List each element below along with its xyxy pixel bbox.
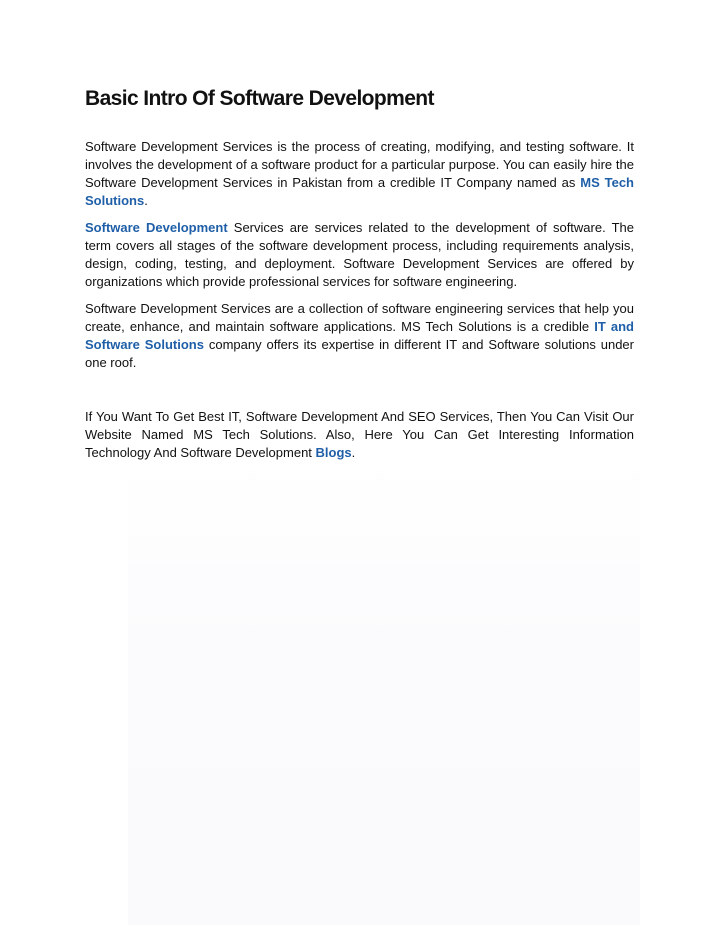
paragraph-intro xyxy=(85,138,634,210)
blogs-link[interactable]: Blogs xyxy=(315,445,352,460)
page-background-shade xyxy=(128,455,640,925)
paragraph-cta-text: If You Want To Get Best IT, Software Development And SEO Services, Then You Can Visit Our Website Named MS Tech Solutions. Also, Here You Can Get Interesting Information Technology And Software Development xyxy=(85,409,634,460)
paragraph-intro-text: Software Development Services is the process of creating, modifying, and testing software. It involves the development of a software product for a particular purpose. You can easily hire the Software Development Services in Pakistan from a credible IT Company named as xyxy=(85,139,634,190)
paragraph-services xyxy=(85,300,634,372)
software-development-link[interactable]: Software Development xyxy=(85,220,228,235)
document-body xyxy=(85,84,634,471)
paragraph-cta-end: . xyxy=(351,445,356,460)
paragraph-definition xyxy=(85,219,634,291)
paragraph-intro-end: . xyxy=(144,193,148,208)
paragraph-services-text-before: Software Development Services are a collection of software engineering services that help you create, enhance, and maintain software applications. MS Tech Solutions is a credible xyxy=(85,301,634,334)
paragraph-services-text-after: company offers its expertise in different IT and Software solutions under one roof. xyxy=(85,337,634,370)
paragraph-call-to-action xyxy=(85,408,634,462)
ms-tech-solutions-link[interactable]: MS Tech Solutions xyxy=(85,175,634,208)
page-title: Basic Intro Of Software Development xyxy=(85,87,434,110)
it-software-solutions-link[interactable]: IT and Software Solutions xyxy=(85,319,634,352)
paragraph-definition-text: Services are services related to the development of software. The term covers all stages of the software development process, including requirements analysis, design, coding, testing, and deployment. Software Development Services are offered by organizations which provide professional services for software engineering. xyxy=(85,220,634,289)
